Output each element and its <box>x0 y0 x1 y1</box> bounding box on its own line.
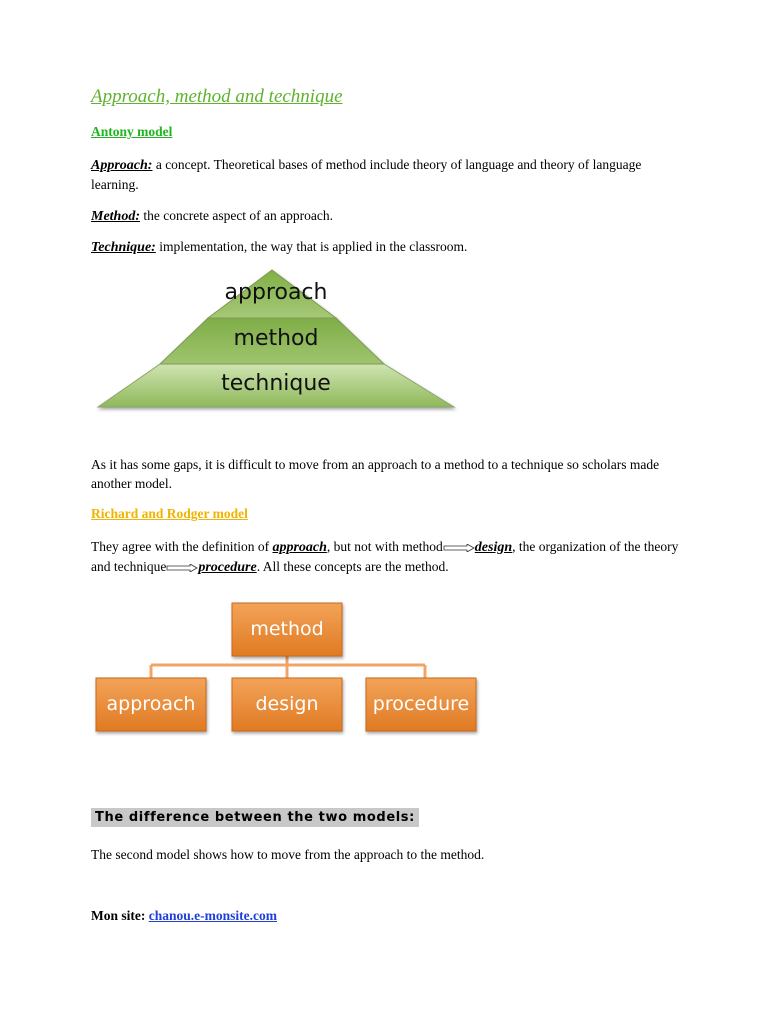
box-label-design: design <box>255 693 319 715</box>
antony-model-heading: Antony model <box>91 124 173 139</box>
rr-term-procedure: procedure <box>198 560 257 575</box>
technique-term: Technique: <box>91 240 156 255</box>
difference-heading: The difference between the two models: <box>91 808 419 827</box>
rr-term-design: design <box>474 540 513 555</box>
approach-definition <box>91 155 691 194</box>
antony-pyramid-diagram <box>90 262 470 422</box>
richard-rodger-heading: Richard and Rodger model <box>91 506 248 521</box>
richard-rodger-paragraph <box>91 537 691 577</box>
box-label-procedure: procedure <box>372 693 470 715</box>
arrow-icon <box>166 564 198 572</box>
approach-text: a concept. Theoretical bases of method include theory of language and theory of language learning. <box>91 157 642 192</box>
pyramid-label-technique: technique <box>221 371 331 396</box>
footer-label: Mon site: <box>91 908 149 923</box>
gap-paragraph: As it has some gaps, it is difficult to move from an approach to a method to a technique so scholars made another model. <box>91 457 660 491</box>
rr-text-b: , but not with method <box>326 539 443 554</box>
richard-rodger-hierarchy-diagram <box>90 598 485 743</box>
box-label-approach: approach <box>106 693 196 715</box>
page-title: Approach, method and technique <box>91 86 343 107</box>
method-term: Method: <box>91 209 140 224</box>
box-label-method: method <box>250 618 324 640</box>
rr-text-d: . All these concepts are the method. <box>256 559 449 574</box>
pyramid-label-method: method <box>233 326 319 351</box>
technique-definition <box>91 237 691 257</box>
rr-text-c: , the organization of the theory and technique <box>91 539 679 574</box>
rr-text-a: They agree with the definition of <box>91 539 273 554</box>
method-definition <box>91 206 691 226</box>
method-text: the concrete aspect of an approach. <box>140 208 334 223</box>
technique-text: implementation, the way that is applied in the classroom. <box>155 239 468 254</box>
rr-term-approach: approach <box>272 540 327 555</box>
connector-lines <box>151 656 425 678</box>
difference-text: The second model shows how to move from the approach to the method. <box>91 847 485 862</box>
footer-site <box>91 906 691 925</box>
approach-term: Approach: <box>91 158 153 173</box>
site-link[interactable]: chanou.e-monsite.com <box>148 908 277 923</box>
pyramid-label-approach: approach <box>224 280 328 305</box>
arrow-icon <box>443 544 475 552</box>
